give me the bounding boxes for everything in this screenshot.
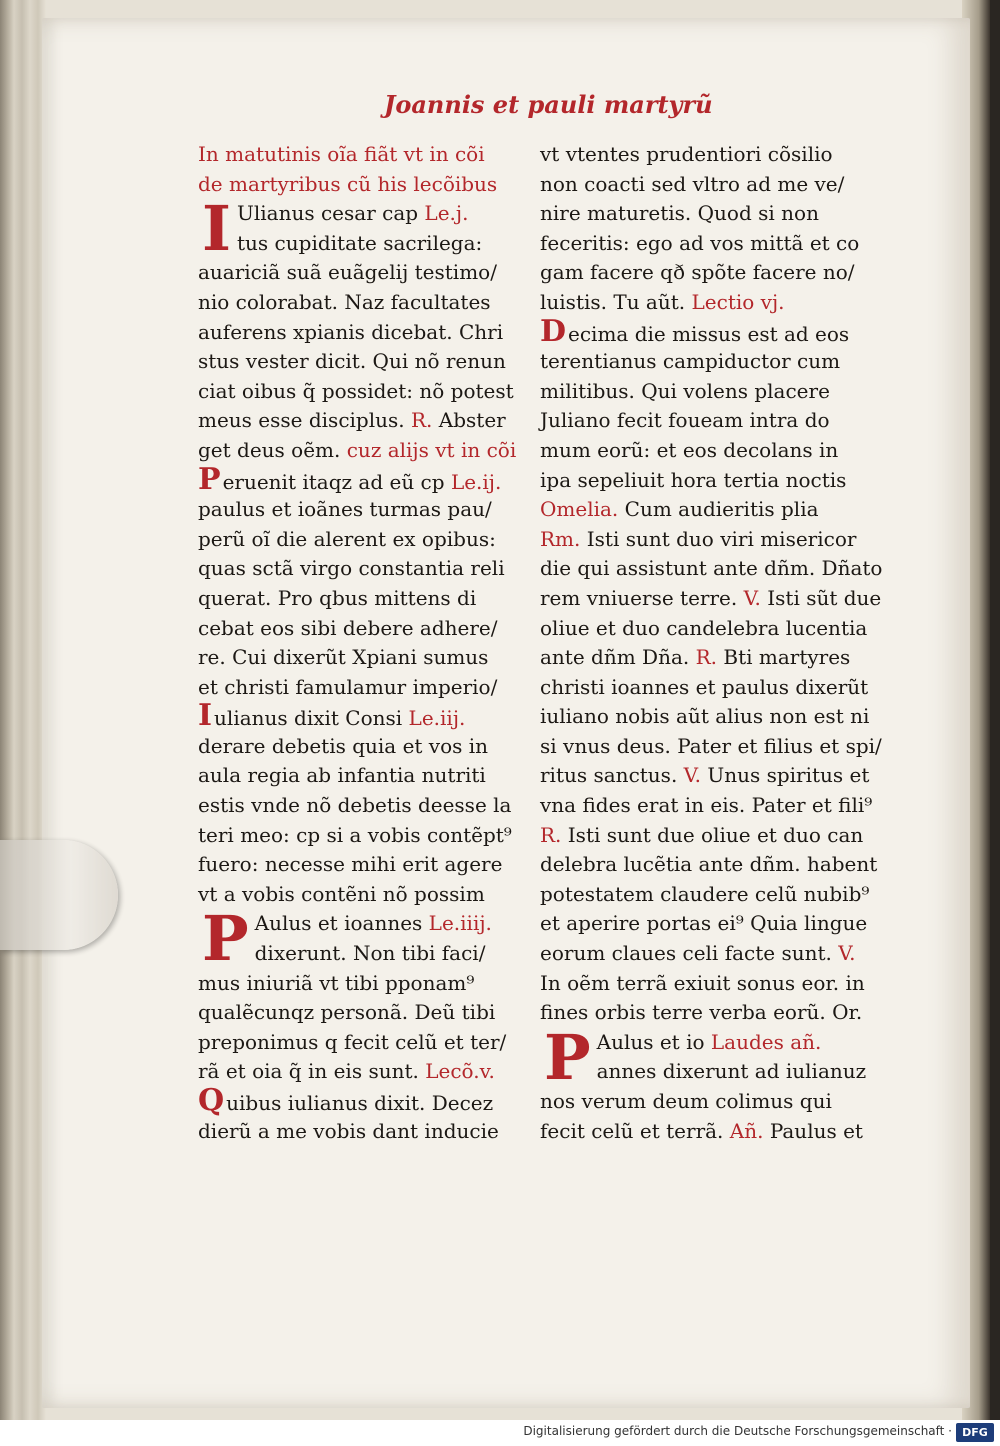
footer-bar: [0, 1420, 1000, 1446]
line-text: feceritis: ego ad vos mittã et co: [540, 230, 860, 255]
text-line: [540, 969, 880, 999]
text-line: [540, 525, 880, 555]
line-text: tus cupiditate sacrilega:: [237, 230, 483, 255]
line-text: eruenit itaqz ad eũ cp: [222, 469, 445, 494]
text-line: [540, 554, 883, 584]
text-line: [198, 939, 538, 969]
line-text: querat. Pro qbus mittens di: [198, 585, 477, 610]
line-text: cebat eos sibi debere adhere/: [198, 615, 498, 640]
line-text: vt vtentes prudentiori cõsilio: [540, 142, 833, 166]
text-line: [198, 318, 538, 348]
text-line: [198, 170, 538, 200]
text-line: [540, 939, 880, 969]
line-text: Isti sunt due oliue et duo can: [567, 822, 864, 847]
line-text: rã et oia q̃ in eis sunt.: [198, 1059, 419, 1084]
text-line: [198, 969, 538, 999]
line-text: ciat oibus q̃ possidet: nõ potest: [198, 378, 514, 403]
text-line: [198, 347, 538, 377]
line-text: gam facere qð spõte facere no/: [540, 260, 855, 285]
line-text: et aperire portas ei⁹ Quia lingue: [540, 911, 868, 936]
line-text: militibus. Qui volens placere: [540, 378, 830, 403]
text-line: [540, 495, 880, 525]
rubric-initial: Q: [198, 1083, 225, 1118]
decorated-initial: I: [202, 192, 232, 266]
text-line: [198, 406, 538, 436]
line-text: dierũ a me vobis dant inducie: [198, 1118, 499, 1143]
line-text: vt a vobis contẽni nõ possim: [198, 881, 485, 906]
text-line: [198, 673, 538, 703]
text-line: [540, 761, 880, 791]
text-line: [198, 554, 538, 584]
text-line: [198, 732, 538, 762]
text-line: [540, 199, 880, 229]
text-line: [540, 821, 880, 851]
text-line: [198, 229, 538, 259]
text-line: [540, 880, 880, 910]
text-line: [540, 1087, 880, 1117]
text-line: [540, 850, 880, 880]
text-line: [540, 1057, 880, 1087]
line-text: Aulus et ioannes: [254, 911, 423, 936]
rubric-marker: V.: [743, 585, 761, 610]
line-text: iuliano nobis aũt alius non est ni: [540, 704, 870, 729]
text-line: [198, 1057, 538, 1087]
rubric-initial: D: [540, 313, 567, 349]
text-line: [198, 288, 538, 318]
rubric-marker: Omelia.: [540, 497, 619, 522]
left-text-column: [198, 140, 538, 1146]
footer-credit: Digitalisierung gefördert durch die Deutsche Forschungsgemeinschaft ·: [523, 1424, 952, 1438]
line-text: nio colorabat. Naz facultates: [198, 289, 491, 314]
line-text: ulianus dixit Consi: [214, 706, 403, 731]
line-text-continued: Unus spiritus et: [707, 763, 870, 788]
rubric-marker: R.: [695, 645, 718, 670]
text-line: [540, 377, 880, 407]
rubric-marker: Le.iiij.: [428, 911, 492, 936]
line-text: perũ oĩ die alerent ex opibus:: [198, 526, 496, 551]
line-text: stus vester dicit. Qui nõ renun: [198, 349, 506, 374]
line-text: vna fides erat in eis. Pater et fili⁹: [540, 793, 873, 818]
text-line: [540, 170, 880, 200]
text-line: [198, 377, 538, 407]
line-text: ipa sepeliuit hora tertia noctis: [540, 467, 847, 492]
text-line: [198, 1083, 538, 1118]
line-text: Juliano fecit foueam intra do: [540, 408, 830, 433]
line-text: luistis. Tu aũt.: [540, 289, 686, 314]
rubric-marker: cuz alijs vt in cõi: [346, 437, 517, 462]
line-text: qualẽcunqz personã. Deũ tibi: [198, 1000, 496, 1025]
line-text-continued: Paulus et: [769, 1118, 863, 1143]
text-line: [540, 258, 880, 288]
line-text: uibus iulianus dixit. Decez: [226, 1091, 494, 1115]
rubric-marker: Le.iij.: [408, 706, 466, 731]
text-line: [540, 732, 880, 762]
rubric-initial: P: [198, 461, 221, 497]
line-text: oliue et duo candelebra lucentia: [540, 615, 868, 640]
line-text: teri meo: cp si a vobis contẽpt⁹: [198, 822, 512, 847]
text-line: [540, 347, 880, 377]
text-line: [198, 614, 538, 644]
line-text: rem vniuerse terre.: [540, 585, 738, 610]
line-text: fines orbis terre verba eorũ. Or.: [540, 1000, 863, 1025]
line-text: nos verum deum colimus qui: [540, 1089, 832, 1113]
rubric-marker: R.: [410, 408, 433, 433]
text-line: [540, 1117, 880, 1147]
line-text: nire maturetis. Quod si non: [540, 201, 819, 226]
text-line: [198, 821, 538, 851]
text-line: [540, 436, 880, 466]
line-text: dixerunt. Non tibi faci/: [254, 941, 486, 966]
text-line: [198, 461, 538, 497]
text-line: [540, 140, 880, 170]
line-text: preponimus q fecit celũ et ter/: [198, 1029, 507, 1054]
text-line: [198, 525, 538, 555]
text-line: [198, 140, 538, 170]
rubric-marker: Añ.: [729, 1118, 764, 1143]
line-text: ante dñm Dña.: [540, 645, 690, 670]
text-line: [540, 229, 880, 259]
text-line: [198, 643, 538, 673]
rubric-marker: Le.j.: [424, 201, 469, 226]
line-text: potestatem claudere celũ nubib⁹: [540, 881, 870, 906]
line-text: ritus sanctus.: [540, 763, 678, 788]
line-text: auferens xpianis dicebat. Chri: [198, 319, 504, 344]
text-line: [198, 880, 538, 910]
line-text: annes dixerunt ad iulianuz: [596, 1059, 867, 1084]
line-text: si vnus deus. Pater et filius et spi/: [540, 733, 882, 758]
running-head: Joannis et pauli martyrũ: [384, 90, 713, 119]
page-clip: [0, 840, 118, 950]
line-text-continued: Abster: [438, 408, 506, 433]
rubric-initial: I: [198, 698, 213, 734]
line-text: paulus et ioãnes turmas pau/: [198, 497, 492, 522]
line-text-continued: Isti sũt due: [767, 585, 882, 610]
line-text: meus esse disciplus.: [198, 408, 405, 433]
text-line: [198, 998, 538, 1028]
line-text: Aulus et io: [596, 1029, 705, 1054]
text-line: [540, 791, 880, 821]
text-line: [540, 313, 880, 349]
line-text: quas sctã virgo constantia reli: [198, 556, 505, 581]
text-line: [540, 673, 880, 703]
line-text: et christi famulamur imperio/: [198, 674, 498, 699]
rubric-marker: Laudes añ.: [710, 1029, 822, 1054]
text-line: [198, 495, 538, 525]
line-text: Ulianus cesar cap: [237, 201, 419, 226]
rubric-marker: Lectio vj.: [691, 289, 785, 314]
text-line: [540, 288, 880, 318]
rubric-marker: V.: [838, 941, 856, 966]
text-line: [540, 998, 880, 1028]
rubric-marker: Rm.: [540, 526, 581, 551]
rubric-marker: R.: [540, 822, 562, 847]
line-text: fuero: necesse mihi erit agere: [198, 852, 503, 877]
line-text: get deus oẽm.: [198, 437, 341, 462]
line-text: non coacti sed vltro ad me ve/: [540, 171, 845, 196]
line-text: fecit celũ et terrã.: [540, 1118, 724, 1143]
line-text: aula regia ab infantia nutriti: [198, 763, 486, 788]
text-line: [198, 436, 538, 466]
line-text: terentianus campiductor cum: [540, 349, 841, 374]
line-text: mum eorũ: et eos decolans in: [540, 437, 839, 462]
line-text-continued: Bti martyres: [723, 645, 851, 670]
rubric-marker: Le.ij.: [450, 469, 502, 494]
text-line: [198, 850, 538, 880]
rubric-marker: Lecõ.v.: [425, 1059, 495, 1084]
text-line: [198, 698, 538, 734]
text-line: [540, 643, 880, 673]
line-text: Isti sunt duo viri misericor: [586, 526, 857, 551]
line-text: christi ioannes et paulus dixerũt: [540, 674, 869, 699]
text-line: [540, 584, 880, 614]
line-text: re. Cui dixerũt Xpiani sumus: [198, 645, 489, 670]
line-text: mus iniuriã vt tibi pponam⁹: [198, 970, 475, 995]
line-text: delebra lucẽtia ante dñm. habent: [540, 852, 878, 877]
line-text: estis vnde nõ debetis deesse la: [198, 793, 512, 818]
text-line: [198, 761, 538, 791]
text-line: [540, 614, 880, 644]
dfg-logo: DFG: [956, 1423, 994, 1442]
line-text: In oẽm terrã exiuit sonus eor. in: [540, 970, 865, 995]
line-text: die qui assistunt ante dñm. Dñato: [540, 556, 883, 581]
line-text: In matutinis oĩa fiãt vt in cõi: [198, 142, 485, 166]
text-line: [198, 791, 538, 821]
text-line: [540, 466, 880, 496]
text-line: [540, 702, 880, 732]
text-line: [198, 1117, 538, 1147]
text-line: [198, 1028, 538, 1058]
text-line: [540, 406, 880, 436]
line-text: ecima die missus est ad eos: [568, 321, 850, 346]
decorated-initial: P: [544, 1020, 591, 1094]
line-text: Cum audieritis plia: [624, 497, 819, 522]
line-text: de martyribus cũ his lecõibus: [198, 171, 498, 196]
right-text-column: [540, 140, 883, 1146]
rubric-marker: V.: [683, 763, 701, 788]
text-line: [198, 584, 538, 614]
decorated-initial: P: [202, 902, 249, 976]
line-text: derare debetis quia et vos in: [198, 733, 489, 758]
line-text: auariciã suã euãgelij testimo/: [198, 260, 497, 285]
text-line: [540, 909, 880, 939]
text-line: [198, 258, 538, 288]
line-text: eorum claues celi facte sunt.: [540, 941, 832, 966]
